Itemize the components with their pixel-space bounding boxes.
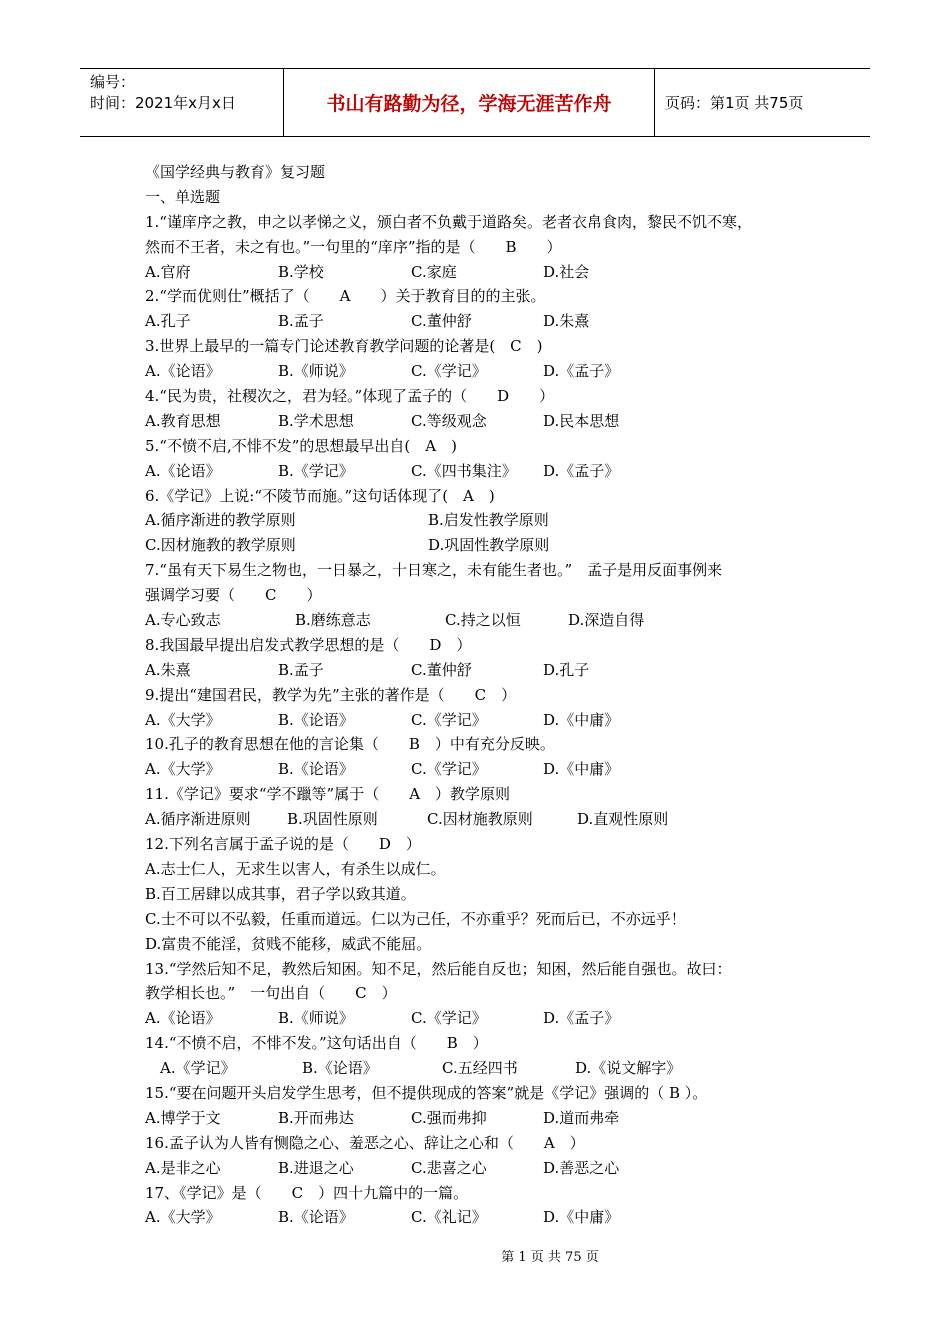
option-row xyxy=(145,359,835,384)
option-choice: A.循序渐进原则 xyxy=(145,810,251,829)
question-item xyxy=(145,1031,835,1081)
option-choice: D.深造自得 xyxy=(568,611,645,630)
doc-title: 《国学经典与教育》复习题 xyxy=(145,163,326,181)
option-choice: A.是非之心 xyxy=(145,1158,221,1177)
option-choice: C.《学记》 xyxy=(411,1009,487,1028)
option-choice: C.家庭 xyxy=(411,262,457,281)
option-choice: D.直观性原则 xyxy=(577,810,669,829)
option-choice: D.《孟子》 xyxy=(543,461,620,480)
question-text: D.富贵不能淫，贫贱不能移，威武不能屈。 xyxy=(145,934,432,953)
time-label: 时间：2021年x月x日 xyxy=(90,94,236,112)
question-item xyxy=(145,210,835,285)
option-choice: A.《论语》 xyxy=(145,1009,221,1028)
question-text: 4.“民为贵，社稷次之，君为轻。”体现了孟子的（ D ） xyxy=(145,387,555,406)
option-row xyxy=(145,757,835,782)
option-choice: A.朱熹 xyxy=(145,660,191,679)
option-row xyxy=(145,309,835,334)
option-row xyxy=(145,409,835,434)
question-text: 7.“虽有天下易生之物也，一日暴之，十日寒之，未有能生者也。” 孟子是用反面事例来 xyxy=(145,561,723,580)
option-choice: A.官府 xyxy=(145,262,191,281)
question-text: 15.“要在问题开头启发学生思考，但不提供现成的答案”就是《学记》强调的（ B ）。 xyxy=(145,1083,708,1102)
option-choice: B.巩固性原则 xyxy=(287,810,378,829)
option-choice: A.《大学》 xyxy=(145,710,221,729)
option-choice: C.等级观念 xyxy=(411,411,487,430)
option-row xyxy=(145,1006,835,1031)
option-choice: A.《大学》 xyxy=(145,760,221,779)
option-choice: C.强而弗抑 xyxy=(411,1108,487,1127)
question-text: 11.《学记》要求“学不躐等”属于（ A ）教学原则 xyxy=(145,785,511,804)
question-text: 3.世界上最早的一篇专门论述教育教学问题的论著是( C ) xyxy=(145,337,543,356)
option-choice: D.民本思想 xyxy=(543,411,620,430)
option-choice: B.《论语》 xyxy=(278,710,354,729)
option-row xyxy=(145,533,835,558)
option-choice: B.磨练意志 xyxy=(295,611,371,630)
question-item xyxy=(145,782,835,832)
question-item xyxy=(145,434,835,484)
option-choice: A.《论语》 xyxy=(145,461,221,480)
option-choice: C.悲喜之心 xyxy=(411,1158,487,1177)
question-text: B.百工居肆以成其事，君子学以致其道。 xyxy=(145,884,416,903)
option-choice: C.《礼记》 xyxy=(411,1208,487,1227)
header-page-info: 页码：第1页 共75页 xyxy=(665,94,804,112)
option-choice: B.《论语》 xyxy=(278,1208,354,1227)
section-heading: 一、单选题 xyxy=(145,187,221,206)
option-choice: A.孔子 xyxy=(145,312,191,331)
question-text: 16.孟子认为人皆有恻隐之心、羞恶之心、辞让之心和（ A ） xyxy=(145,1133,585,1152)
question-text: A.志士仁人，无求生以害人，有杀生以成仁。 xyxy=(145,859,446,878)
question-text: 8.我国最早提出启发式教学思想的是（ D ） xyxy=(145,635,472,654)
option-choice: B.《师说》 xyxy=(278,362,354,381)
option-choice: B.《师说》 xyxy=(278,1009,354,1028)
question-text: 14.“不愤不启，不悱不发。”这句话出自（ B ） xyxy=(145,1034,488,1053)
question-text: 然而不王者，未之有也。”一句里的“庠序”指的是（ B ） xyxy=(145,237,562,256)
option-row xyxy=(145,1156,835,1181)
question-item xyxy=(145,384,835,434)
question-text: 1.“谨庠序之教，申之以孝悌之义，颁白者不负戴于道路矣。老者衣帛食肉，黎民不饥不寒， xyxy=(145,212,752,231)
question-item xyxy=(145,1081,835,1131)
question-text: 教学相长也。” 一句出自（ C ） xyxy=(145,984,397,1003)
option-row xyxy=(145,508,835,533)
option-choice: B.孟子 xyxy=(278,312,324,331)
option-choice: B.启发性教学原则 xyxy=(428,511,549,530)
option-row xyxy=(145,1205,835,1230)
question-text: 5.“不愤不启,不悱不发”的思想最早出自( A ) xyxy=(145,436,457,455)
option-choice: A.《论语》 xyxy=(145,362,221,381)
option-choice: C.因材施教原则 xyxy=(427,810,533,829)
option-choice: D.巩固性教学原则 xyxy=(428,536,550,555)
header-slogan: 书山有路勤为径，学海无涯苦作舟 xyxy=(283,69,655,136)
option-choice: B.孟子 xyxy=(278,660,324,679)
option-choice: B.学校 xyxy=(278,262,324,281)
option-choice: C.董仲舒 xyxy=(411,312,472,331)
question-item xyxy=(145,484,835,559)
option-choice: D.《孟子》 xyxy=(543,1009,620,1028)
question-item xyxy=(145,558,835,633)
option-choice: D.孔子 xyxy=(543,660,590,679)
question-text: 10.孔子的教育思想在他的言论集（ B ）中有充分反映。 xyxy=(145,735,555,754)
page-header xyxy=(80,68,870,137)
option-choice: B.学术思想 xyxy=(278,411,354,430)
page-footer: 第 1 页 共 75 页 xyxy=(501,1250,599,1265)
option-choice: C.董仲舒 xyxy=(411,660,472,679)
number-label: 编号： xyxy=(90,73,136,91)
option-choice: D.《孟子》 xyxy=(543,362,620,381)
option-choice: D.道而弗牵 xyxy=(543,1108,620,1127)
option-row xyxy=(145,608,835,633)
option-choice: A.专心致志 xyxy=(145,611,221,630)
question-item xyxy=(145,1181,835,1231)
option-choice: B.进退之心 xyxy=(278,1158,354,1177)
question-item xyxy=(145,1131,835,1181)
option-choice: C.《学记》 xyxy=(411,710,487,729)
option-choice: C.持之以恒 xyxy=(445,611,521,630)
option-choice: A.《大学》 xyxy=(145,1208,221,1227)
question-text: 9.提出“建国君民，教学为先”主张的著作是（ C ） xyxy=(145,685,517,704)
option-choice: C.《学记》 xyxy=(411,760,487,779)
question-text: 强调学习要（ C ） xyxy=(145,586,322,605)
option-choice: A.博学于文 xyxy=(145,1108,221,1127)
option-choice: B.《学记》 xyxy=(278,461,354,480)
option-choice: C.《学记》 xyxy=(411,362,487,381)
question-text: 6.《学记》上说:“不陵节而施。”这句话体现了( A ) xyxy=(145,486,495,505)
question-item xyxy=(145,683,835,733)
option-choice: D.朱熹 xyxy=(543,312,590,331)
option-choice: C.《四书集注》 xyxy=(411,461,517,480)
question-text: C.士不可以不弘毅，任重而道远。仁以为己任，不亦重乎？死而后已，不亦远乎！ xyxy=(145,909,686,928)
option-choice: A.教育思想 xyxy=(145,411,221,430)
option-choice: A.循序渐进的教学原则 xyxy=(145,511,296,530)
question-text: 17、《学记》是（ C ）四十九篇中的一篇。 xyxy=(145,1183,469,1202)
option-row xyxy=(145,260,835,285)
question-list xyxy=(145,210,835,1231)
option-choice: B.《论语》 xyxy=(278,760,354,779)
option-choice: A.《学记》 xyxy=(160,1059,236,1078)
question-item xyxy=(145,633,835,683)
option-choice: C.因材施教的教学原则 xyxy=(145,536,296,555)
option-row xyxy=(145,807,835,832)
question-text: 13.“学然后知不足，教然后知困。知不足，然后能自反也；知困，然后能自强也。故曰： xyxy=(145,959,732,978)
option-row xyxy=(145,1056,835,1081)
option-choice: B.开而弗达 xyxy=(278,1108,354,1127)
option-choice: D.《中庸》 xyxy=(543,760,620,779)
document-body xyxy=(145,160,835,1230)
option-choice: D.《说文解字》 xyxy=(575,1059,682,1078)
option-row xyxy=(145,1106,835,1131)
question-text: 2.“学而优则仕”概括了（ A ）关于教育目的的主张。 xyxy=(145,287,546,306)
option-row xyxy=(145,459,835,484)
option-choice: D.社会 xyxy=(543,262,590,281)
question-text: 12.下列名言属于孟子说的是（ D ） xyxy=(145,835,421,854)
option-row xyxy=(145,658,835,683)
option-choice: D.善恶之心 xyxy=(543,1158,620,1177)
question-item xyxy=(145,957,835,1032)
question-item xyxy=(145,832,835,956)
question-item xyxy=(145,732,835,782)
question-item xyxy=(145,284,835,334)
option-choice: D.《中庸》 xyxy=(543,1208,620,1227)
question-item xyxy=(145,334,835,384)
option-choice: C.五经四书 xyxy=(442,1059,518,1078)
header-meta xyxy=(80,69,283,136)
option-choice: D.《中庸》 xyxy=(543,710,620,729)
option-choice: B.《论语》 xyxy=(302,1059,378,1078)
option-row xyxy=(145,708,835,733)
